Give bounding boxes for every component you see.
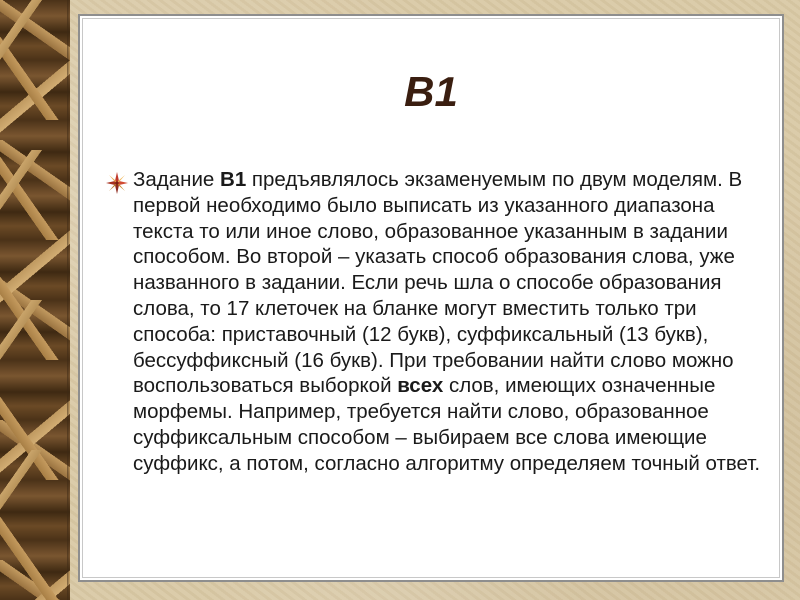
bullet-text-bold: В1 [220, 168, 247, 191]
bullet-text-part: слов, имеющих означенные морфемы. Например, требуется найти слово, образованное суффиксальным способом – выбираем все слова имеющие суффикс, а потом, согласно алгоритму определяем точный ответ. [133, 374, 761, 475]
bullet-text-part: предъявлялось экзаменуемым по двум моделям. В первой необходимо было выписать из указанного диапазона текста то или иное слово, образованное указанным в задании способом. Во второй – указать способ образования слова, уже названного в задании. Если речь шла о способе образования слова, то 17 клеточек на бланке могут вместить только три способа: приставочный (12 букв), суффиксальный (13 букв), бессуффиксный (16 букв). При требовании найти слово можно воспользоваться выборкой [133, 168, 743, 398]
slide-title: В1 [404, 68, 458, 115]
bullet-item [105, 167, 765, 477]
bullet-text-part: Задание [133, 168, 221, 191]
compass-star-icon [105, 171, 129, 195]
slide-frame [78, 14, 784, 582]
decorative-side-strip [0, 0, 70, 600]
bullet-text [133, 167, 765, 477]
bullet-text-bold: всех [397, 374, 444, 398]
slide-content [82, 18, 780, 578]
